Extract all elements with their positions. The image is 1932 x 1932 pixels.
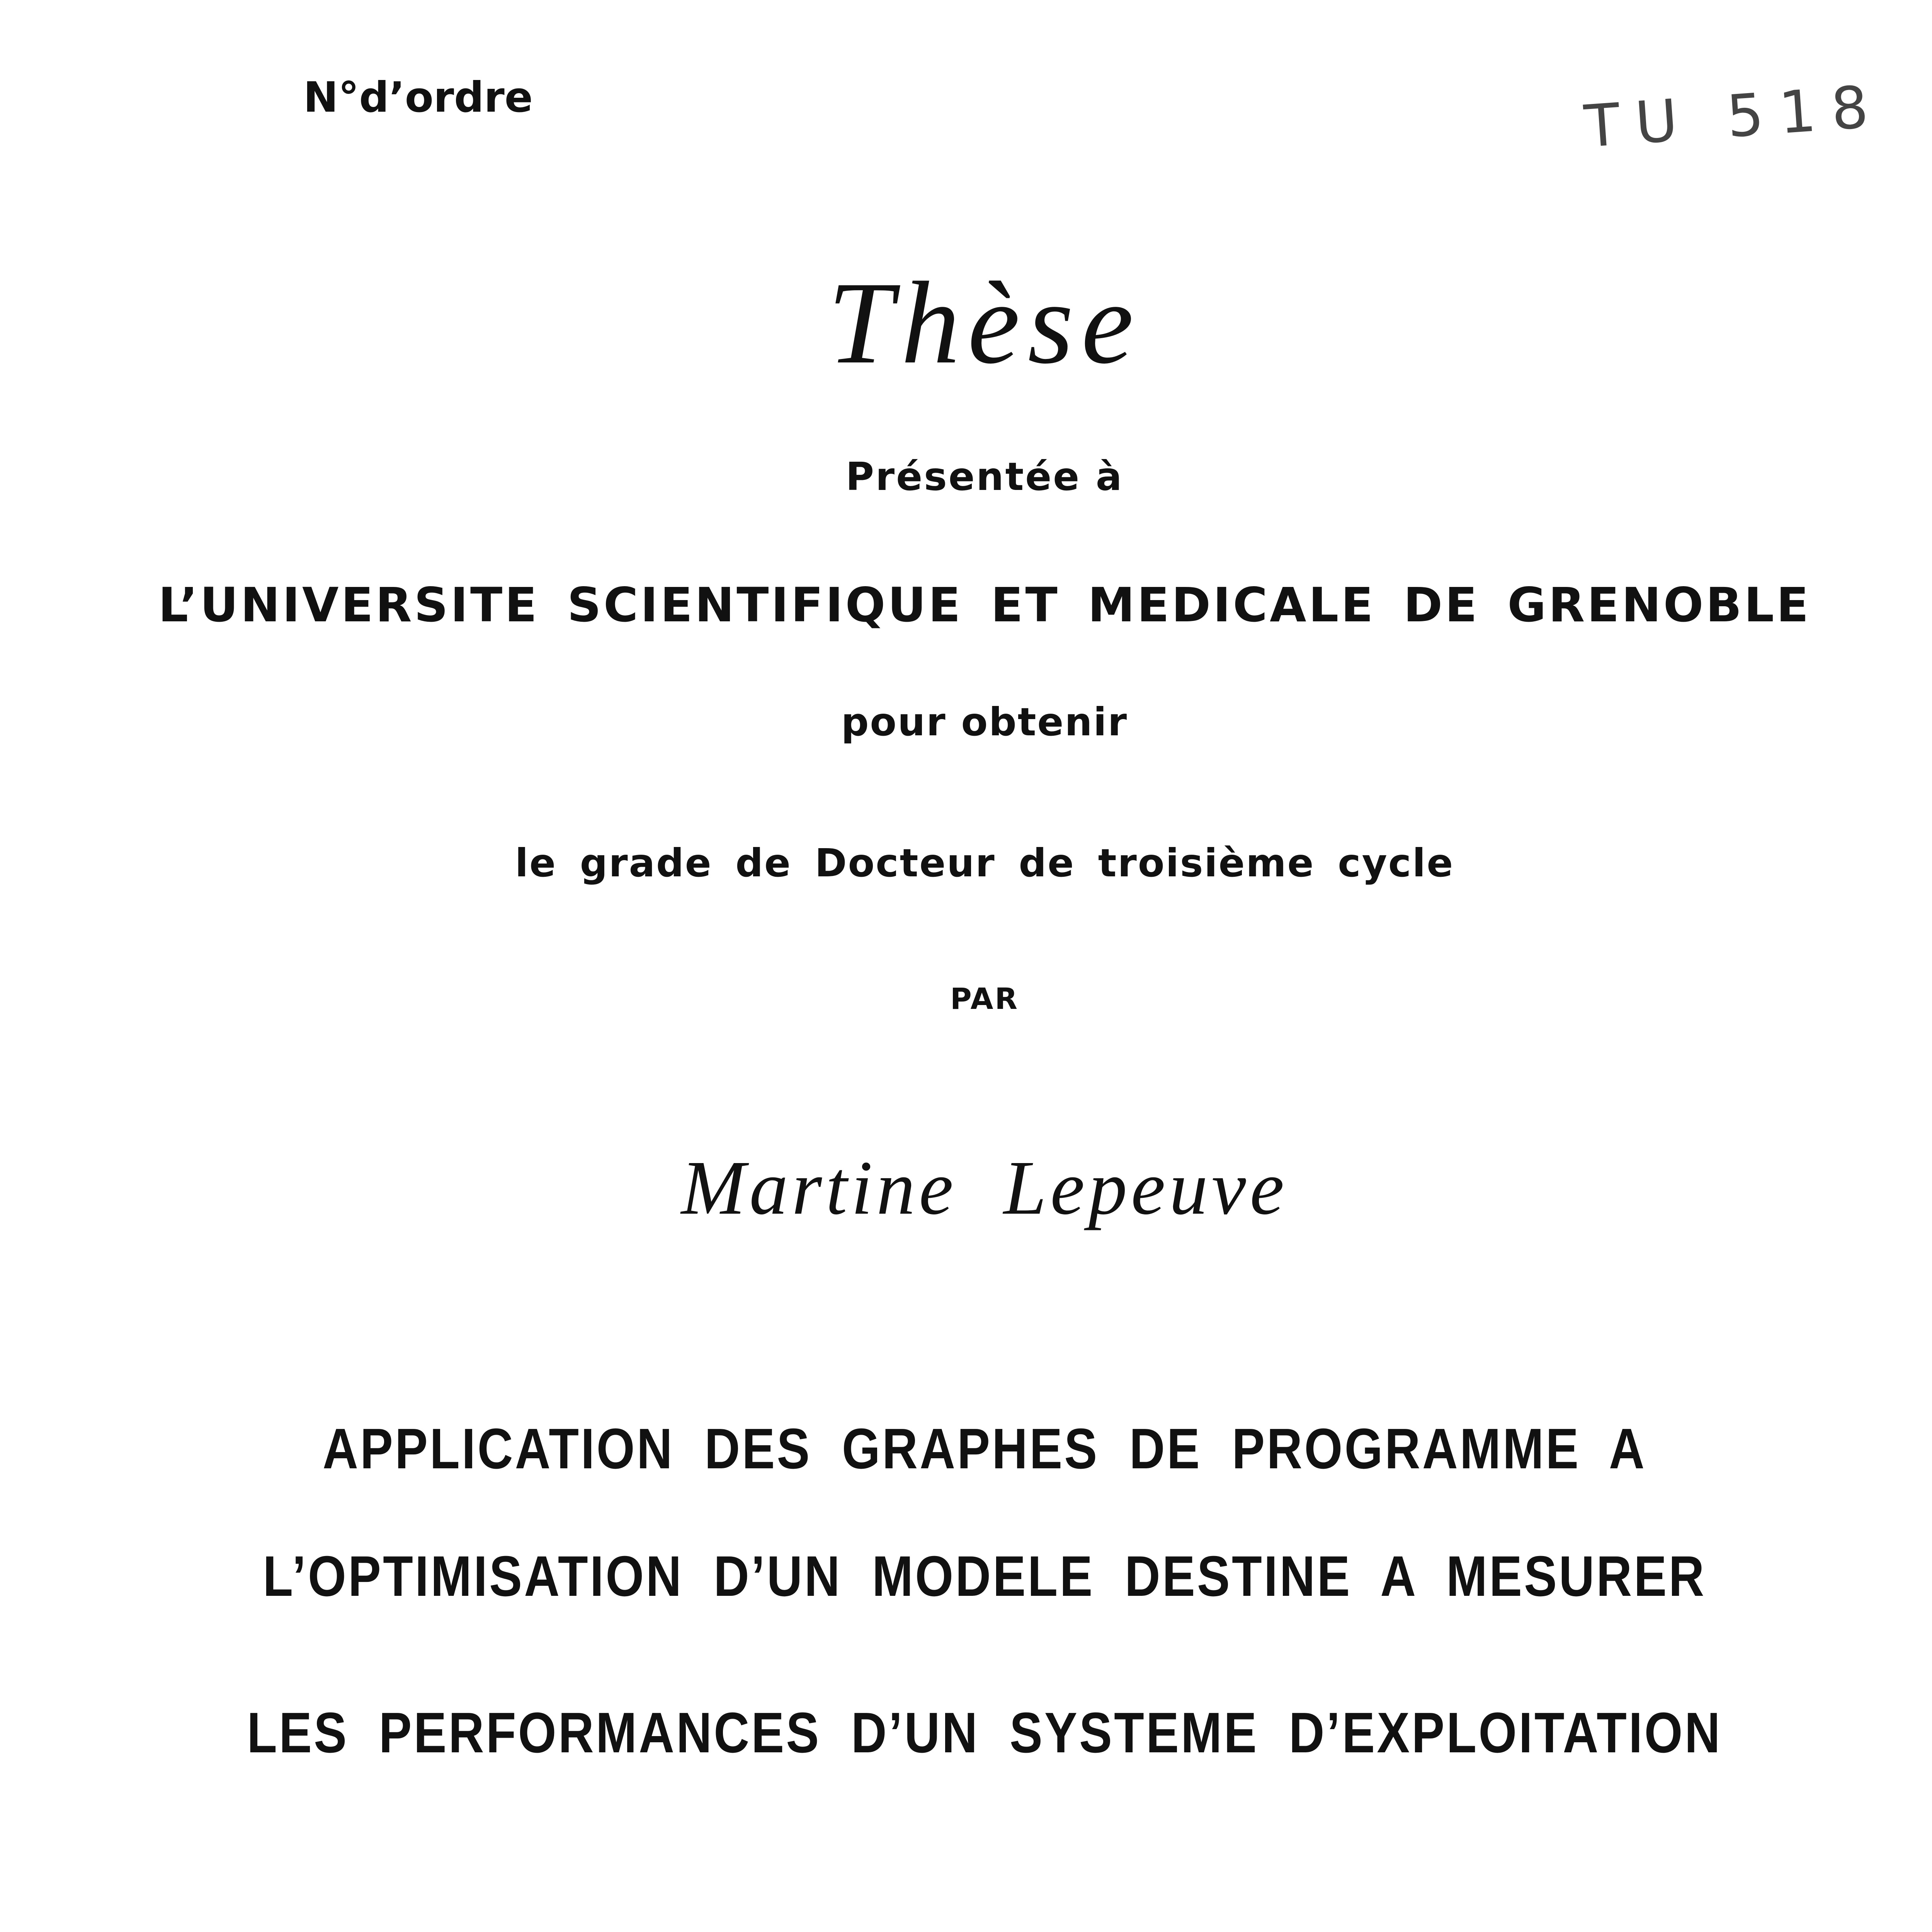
presented-to-label: Présentée à [845,454,1124,499]
purpose-label: pour obtenir [841,699,1128,745]
order-number-label: N°d’ordre [303,73,533,122]
document-title: Thèse [828,257,1141,388]
thesis-title-line-3: LES PERFORMANCES D’UN SYSTEME D’EXPLOITATION [247,1701,1722,1765]
by-label: PAR [950,981,1019,1016]
degree-label: le grade de Docteur de troisième cycle [515,840,1454,886]
handwritten-shelf-mark: TU 518 [1582,73,1886,161]
university-name: L’UNIVERSITE SCIENTIFIQUE ET MEDICALE DE GRENOBLE [158,578,1811,633]
thesis-title-line-1: APPLICATION DES GRAPHES DE PROGRAMME A [322,1417,1647,1481]
author-name: Martine Lepeuve [681,1145,1288,1231]
thesis-title-line-2: L’OPTIMISATION D’UN MODELE DESTINE A MESURER [263,1544,1706,1608]
